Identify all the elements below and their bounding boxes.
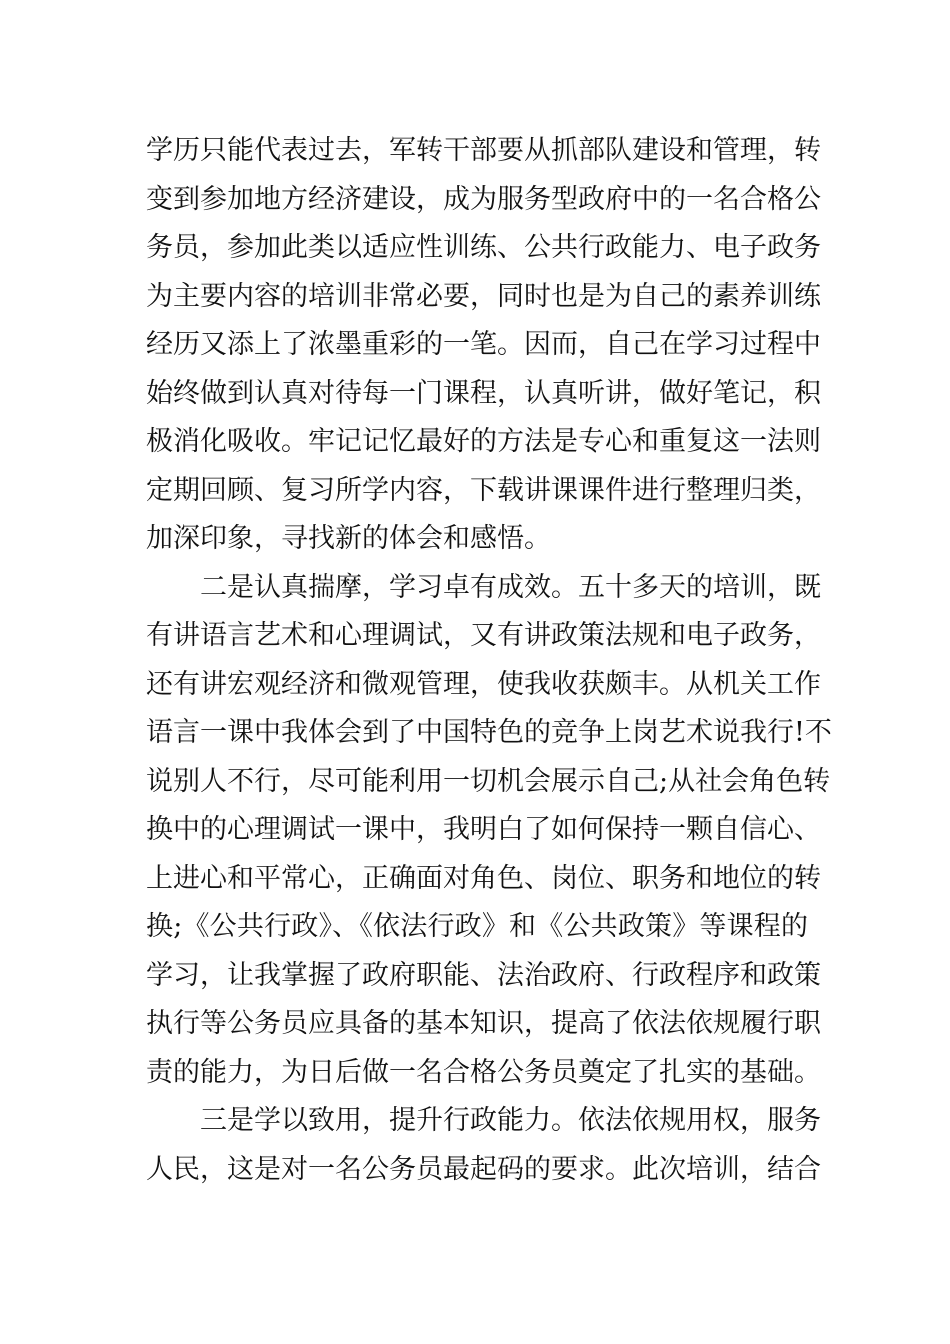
text-line: 学习，让我掌握了政府职能、法治政府、行政程序和政策 xyxy=(146,959,821,991)
paragraph-start-line: 三是学以致用，提升行政能力。依法依规用权，服务 xyxy=(200,1105,821,1136)
text-line: 经历又添上了浓墨重彩的一笔。因而，自己在学习过程中 xyxy=(146,329,821,360)
text-line: 极消化吸收。牢记记忆最好的方法是专心和重复这一法则 xyxy=(146,426,821,457)
text-line: 换;《公共行政》、《依法行政》和《公共政策》等课程的 xyxy=(146,911,808,942)
text-line: 变到参加地方经济建设，成为服务型政府中的一名合格公 xyxy=(146,183,821,215)
text-line: 学历只能代表过去，军转干部要从抓部队建设和管理，转 xyxy=(146,135,821,166)
text-line: 还有讲宏观经济和微观管理，使我收获颇丰。从机关工作 xyxy=(146,668,821,700)
text-line: 说别人不行，尽可能利用一切机会展示自己;从社会角色转 xyxy=(146,765,831,797)
text-line: 换中的心理调试一课中，我明白了如何保持一颗自信心、 xyxy=(146,814,821,845)
text-line: 定期回顾、复习所学内容，下载讲课课件进行整理归类， xyxy=(146,474,821,506)
text-line: 责的能力，为日后做一名合格公务员奠定了扎实的基础。 xyxy=(146,1056,821,1088)
body-text xyxy=(146,127,832,1194)
text-line: 务员，参加此类以适应性训练、公共行政能力、电子政务 xyxy=(146,232,821,263)
paragraph-start-line: 二是认真揣摩，学习卓有成效。五十多天的培训，既 xyxy=(200,571,821,603)
text-line: 执行等公务员应具备的基本知识，提高了依法依规履行职 xyxy=(146,1008,821,1039)
text-line: 为主要内容的培训非常必要，同时也是为自己的素养训练 xyxy=(146,280,821,312)
text-line: 人民，这是对一名公务员最起码的要求。此次培训，结合 xyxy=(146,1153,821,1185)
text-line: 上进心和平常心，正确面对角色、岗位、职务和地位的转 xyxy=(146,862,821,894)
text-line: 加深印象，寻找新的体会和感悟。 xyxy=(146,523,551,554)
text-line: 始终做到认真对待每一门课程，认真听讲，做好笔记，积 xyxy=(146,377,821,409)
text-line: 语言一课中我体会到了中国特色的竞争上岗艺术说我行!不 xyxy=(146,717,832,748)
text-line: 有讲语言艺术和心理调试，又有讲政策法规和电子政务， xyxy=(146,620,821,651)
